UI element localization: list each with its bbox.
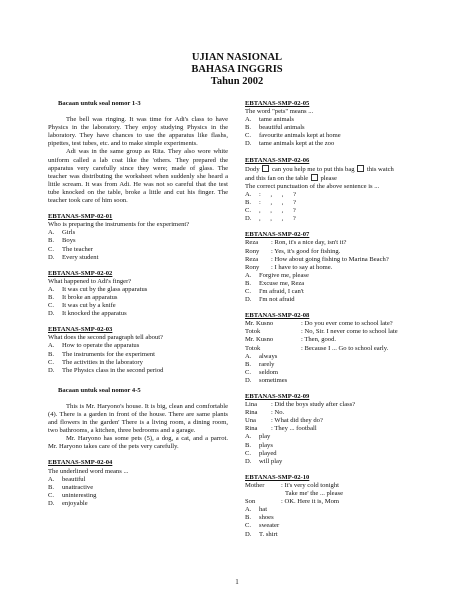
subject-title: BAHASA INGGRIS <box>191 64 283 75</box>
option-letter: A. <box>245 506 252 514</box>
dialog-text: : Yes, it's good for fishing. <box>271 247 341 255</box>
option-d[interactable] <box>245 140 440 148</box>
option-text: I'm not afraid <box>259 296 295 304</box>
option-text: rarely <box>259 360 275 368</box>
dialog-text: : Because I ... Go to school early. <box>301 344 389 352</box>
dialog-line <box>245 409 440 417</box>
option-letter: B. <box>48 350 55 358</box>
option-text: shoes <box>259 514 274 522</box>
passage-2-paragraph-2: Mr. Haryono has some pets (5), a dog, a cat, and a parrot. Mr. Haryono takes care of the pets very carefully. <box>48 435 228 451</box>
option-c[interactable] <box>245 207 440 215</box>
option-text: beautiful animals <box>259 124 305 132</box>
question-4 <box>48 459 228 508</box>
option-letter: D. <box>245 530 252 538</box>
option-letter: D. <box>245 296 252 304</box>
option-letter: C. <box>245 449 252 457</box>
option-c[interactable] <box>48 246 228 254</box>
option-c[interactable] <box>245 288 440 296</box>
speaker: Son <box>245 498 256 506</box>
question-3 <box>48 326 228 375</box>
option-d[interactable] <box>245 377 440 385</box>
option-d[interactable] <box>245 215 440 223</box>
question-code: EBTANAS-SMP-02-10 <box>245 473 310 481</box>
option-letter: B. <box>245 360 252 368</box>
dialog-text: : It's very cold tonight <box>281 481 339 489</box>
option-letter: D. <box>245 457 252 465</box>
option-text: It broke an apparatus <box>62 293 118 301</box>
option-a[interactable] <box>245 191 440 199</box>
option-text: Boys <box>62 237 76 245</box>
option-d[interactable] <box>48 500 228 508</box>
option-letter: A. <box>48 229 55 237</box>
option-text: will play <box>259 457 283 465</box>
option-a[interactable] <box>48 342 228 350</box>
option-text: : , , ? <box>259 190 301 198</box>
option-b[interactable] <box>245 442 440 450</box>
question-stem: What does the second paragraph tell about? <box>48 334 163 342</box>
blank-box-icon <box>357 165 364 172</box>
option-b[interactable] <box>245 124 440 132</box>
passage-2-paragraph-1: This is Mr. Haryono's house. It is big, clean and comfortable (4). There is a garden in front of the house. There are same plants and flowers in the garden' There is a living room, a dining room, two bathrooms, a kitchen, three bedrooms and a garage. <box>48 402 228 435</box>
option-letter: B. <box>245 279 252 287</box>
option-a[interactable] <box>48 476 228 484</box>
option-b[interactable] <box>48 294 228 302</box>
option-text: : , , ? <box>259 199 301 207</box>
option-text: It knocked the apparatus <box>62 310 127 318</box>
option-letter: B. <box>48 483 55 491</box>
stem-text: please <box>320 174 337 182</box>
option-letter: B. <box>245 514 252 522</box>
option-letter: D. <box>48 366 55 374</box>
question-2 <box>48 270 228 319</box>
option-letter: D. <box>48 253 55 261</box>
option-text: plays <box>259 441 273 449</box>
dialog-line <box>245 328 440 336</box>
stem-text: can you help me to put this bag <box>271 165 355 173</box>
option-text: play <box>259 433 271 441</box>
option-b[interactable] <box>245 361 440 369</box>
option-d[interactable] <box>245 296 440 304</box>
stem-text: Dody <box>245 165 260 173</box>
dialog-text: : No. <box>271 409 285 417</box>
option-letter: A. <box>245 352 252 360</box>
speaker: Mother <box>245 481 265 489</box>
option-text: favourite animals kept at home <box>259 132 341 140</box>
option-letter: C. <box>48 358 55 366</box>
option-text: Excuse me, Reza <box>259 279 305 287</box>
question-5 <box>245 100 440 149</box>
option-letter: C. <box>48 491 55 499</box>
question-8 <box>245 312 440 385</box>
dialog-text: : Ron, it's a nice day, isn't it? <box>271 239 347 247</box>
option-text: always <box>259 352 278 360</box>
dialog-line <box>245 490 440 498</box>
question-stem: What happened to Adi's finger? <box>48 277 132 285</box>
speaker: Rina <box>245 425 258 433</box>
option-text: Forgive me, please <box>259 271 309 279</box>
speaker: Totok <box>245 344 261 352</box>
option-letter: A. <box>245 433 252 441</box>
blank-box-icon <box>262 165 269 172</box>
option-a[interactable] <box>48 286 228 294</box>
option-letter: D. <box>48 499 55 507</box>
question-7 <box>245 231 440 304</box>
option-d[interactable] <box>245 458 440 466</box>
option-d[interactable] <box>245 531 440 539</box>
option-letter: C. <box>245 207 252 215</box>
option-letter: D. <box>245 140 252 148</box>
speaker: Rony <box>245 247 260 255</box>
option-letter: C. <box>245 287 252 295</box>
option-a[interactable] <box>245 353 440 361</box>
option-a[interactable] <box>245 116 440 124</box>
speaker: Mr. Kusno <box>245 320 274 328</box>
option-text: tame animals <box>259 116 294 124</box>
speaker: Una <box>245 417 256 425</box>
option-letter: B. <box>48 237 55 245</box>
option-text: , , , ? <box>259 215 300 223</box>
option-letter: C. <box>48 245 55 253</box>
option-letter: C. <box>245 522 252 530</box>
option-text: Girls <box>62 229 76 237</box>
option-letter: C. <box>48 302 55 310</box>
option-text: tame animals kept at the zoo <box>259 140 335 148</box>
dialog-line <box>245 498 440 506</box>
dialog-text: : No, Sir. I never come to school late <box>301 328 398 336</box>
question-stem-line-1 <box>245 165 440 174</box>
option-letter: D. <box>48 310 55 318</box>
section-title-1: Bacaan untuk soal nomor 1-3 <box>58 100 141 107</box>
option-text: hat <box>259 506 268 514</box>
question-code: EBTANAS-SMP-02-05 <box>245 100 310 107</box>
speaker: Reza <box>245 239 259 247</box>
option-c[interactable] <box>48 359 228 367</box>
year-title: Tahun 2002 <box>210 76 264 87</box>
option-letter: C. <box>245 132 252 140</box>
dialog-text: : They ... football <box>271 425 317 433</box>
option-text: The Physics class in the second period <box>62 366 164 374</box>
question-code: EBTANAS-SMP-02-06 <box>245 156 310 164</box>
dialog-line <box>245 264 440 272</box>
option-c[interactable] <box>245 369 440 377</box>
question-code: EBTANAS-SMP-02-02 <box>48 269 113 277</box>
option-text: The activities in the laboratory <box>62 358 143 366</box>
dialog-line <box>245 239 440 247</box>
speaker: Rony <box>245 263 260 271</box>
option-b[interactable] <box>245 280 440 288</box>
dialog-line <box>245 345 440 353</box>
option-letter: A. <box>48 285 55 293</box>
passage-1-paragraph-2: Adi was in the same group as Rita. They also wore white uniform called a lab coat like the 'others. They prepared the apparatus very carefully since they were; made of glass. The teacher was distributing the worksheet when suddenly she heard a little scream. It was from Adi. He was not so careful that the test tube knocked on the table, broke a little and cut his finger. The teacher took care of him soon. <box>48 148 228 205</box>
speaker: Reza <box>245 255 259 263</box>
question-6 <box>245 157 440 224</box>
dialog-text: : Did the boys study after class? <box>271 401 356 409</box>
stem-text: this watch <box>366 165 394 173</box>
option-text: The instruments for the experiment <box>62 350 156 358</box>
option-c[interactable] <box>245 132 440 140</box>
option-b[interactable] <box>245 199 440 207</box>
dialog-text: Take me' the ... please <box>285 490 344 498</box>
option-text: How to operate the apparatus <box>62 342 140 350</box>
option-d[interactable] <box>48 310 228 318</box>
question-code: EBTANAS-SMP-02-01 <box>48 213 113 221</box>
option-text: The teacher <box>62 245 93 253</box>
dialog-line <box>245 425 440 433</box>
option-b[interactable] <box>48 351 228 359</box>
dialog-text: : Do you ever come to school late? <box>301 320 393 328</box>
blank-box-icon <box>311 174 318 181</box>
dialog-line <box>245 401 440 409</box>
option-text: I'm afraid, I can't <box>259 287 304 295</box>
question-1 <box>48 213 228 262</box>
option-a[interactable] <box>48 229 228 237</box>
option-text: It was cut by the glass apparatus <box>62 285 148 293</box>
option-c[interactable] <box>245 522 440 530</box>
speaker-spacer <box>245 490 285 498</box>
dialog-line <box>245 482 440 490</box>
option-letter: B. <box>48 293 55 301</box>
option-letter: A. <box>48 342 55 350</box>
option-text: uninteresting <box>62 491 97 499</box>
dialog-line <box>245 336 440 344</box>
option-c[interactable] <box>48 492 228 500</box>
option-text: , , , ? <box>259 207 300 215</box>
dialog-line <box>245 320 440 328</box>
option-c[interactable] <box>48 302 228 310</box>
question-9 <box>245 393 440 466</box>
dialog-text: : Then, good. <box>301 336 337 344</box>
option-letter: A. <box>245 271 252 279</box>
option-text: beautiful <box>62 475 86 483</box>
option-a[interactable] <box>245 433 440 441</box>
question-stem: The word "pets" means ... <box>245 108 314 116</box>
dialog-text: : I have to say at home. <box>271 263 333 271</box>
question-stem: The underlined word means ... <box>48 467 129 475</box>
question-code: EBTANAS-SMP-02-09 <box>245 393 310 400</box>
question-code: EBTANAS-SMP-02-04 <box>48 459 113 467</box>
speaker: Mr. Kusno <box>245 336 274 344</box>
dialog-line <box>245 417 440 425</box>
right-column <box>245 100 440 539</box>
option-text: T. shirt <box>259 530 278 538</box>
option-letter: B. <box>245 441 252 449</box>
option-c[interactable] <box>245 450 440 458</box>
option-text: enjoyable <box>62 499 88 507</box>
option-letter: B. <box>245 124 252 132</box>
dialog-text: : OK. Here it is, Mom <box>281 498 340 506</box>
section-title-2: Bacaan untuk soal nomor 4-5 <box>58 386 141 394</box>
option-d[interactable] <box>48 367 228 375</box>
question-stem: Who is preparing the instruments for the experiment? <box>48 221 190 229</box>
question-code: EBTANAS-SMP-02-03 <box>48 326 113 334</box>
question-stem-line-2 <box>245 174 440 183</box>
dialog-text: : What did they do? <box>271 417 323 425</box>
option-text: seldom <box>259 368 279 376</box>
option-a[interactable] <box>245 272 440 280</box>
dialog-line <box>245 256 440 264</box>
left-column <box>48 100 228 508</box>
option-letter: D. <box>245 215 252 223</box>
option-text: played <box>259 449 277 457</box>
option-text: unattractive <box>62 483 94 491</box>
option-b[interactable] <box>245 514 440 522</box>
option-d[interactable] <box>48 254 228 262</box>
exam-title: UJIAN NASIONAL <box>191 52 283 63</box>
speaker: Rina <box>245 409 258 417</box>
option-letter: C. <box>245 368 252 376</box>
speaker: Totok <box>245 328 261 336</box>
dialog-line <box>245 248 440 256</box>
option-text: sweater <box>259 522 280 530</box>
option-letter: A. <box>245 116 252 124</box>
option-b[interactable] <box>48 237 228 245</box>
question-code: EBTANAS-SMP-02-08 <box>245 312 310 320</box>
option-letter: D. <box>245 376 252 384</box>
option-text: Every student <box>62 253 99 261</box>
page-number: 1 <box>235 578 239 586</box>
question-stem: The correct punctuation of the above sentence is ... <box>245 182 380 190</box>
option-text: sometimes <box>259 376 288 384</box>
option-letter: A. <box>245 190 252 198</box>
option-letter: B. <box>245 199 252 207</box>
dialog-text: : How about going fishing to Marina Beach? <box>271 255 389 263</box>
speaker: Lina <box>245 401 258 409</box>
option-a[interactable] <box>245 506 440 514</box>
passage-1-paragraph-1: The bell was ringing. It was time for Adi's class to have Physics in the laboratory. They enjoy studying Physics in the laboratory. They have chances to use the apparatus like flashs, pipettes, test tubes, etc. and to make simple experiments. <box>48 116 228 148</box>
question-10 <box>245 474 440 539</box>
option-b[interactable] <box>48 484 228 492</box>
stem-text: and this fan on the table <box>245 174 309 182</box>
question-code: EBTANAS-SMP-02-07 <box>245 231 310 239</box>
option-letter: A. <box>48 475 55 483</box>
option-text: It was cut by a knife <box>62 302 116 310</box>
